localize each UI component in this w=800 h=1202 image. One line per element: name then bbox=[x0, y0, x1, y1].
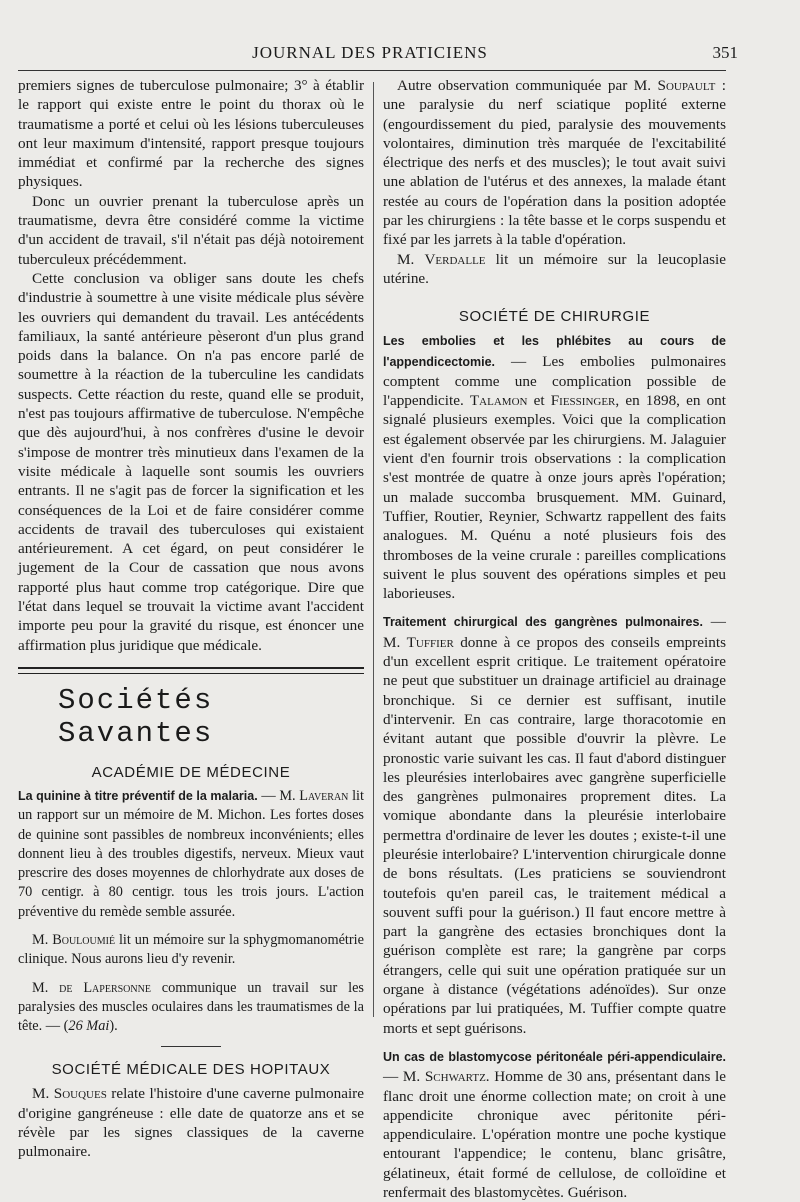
academie-date: 26 Mai bbox=[68, 1018, 110, 1035]
verdalle-text: lit un mémoire sur la leucoplasie utérine. bbox=[383, 250, 726, 287]
spacer bbox=[18, 922, 364, 931]
spacer bbox=[383, 1038, 726, 1047]
embolies-lead: Les embolies et les phlébites au cours de l'appendicectomie. bbox=[383, 334, 726, 369]
gangrenes-a: — M. bbox=[383, 613, 726, 651]
intro-paragraph: premiers signes de tuberculose pulmonaire; 3° à établir le rapport qui existe entre le point du thorax où le traumatisme a porté et celui où les lésions tuberculeuses ont leur maximum d'intensité, rapport presque toujours immédiat et confirmé par la recherche des signes physiques. bbox=[18, 77, 364, 191]
embolies-b: et bbox=[527, 392, 551, 410]
academie-p1-text: lit un rapport sur un mémoire de M. Michon. Les fortes doses de quinine sont passibles de nombreux inconvénients; elles donnent lieu à des troubles digestifs, nerveux. Mieux vaut prescrire des doses moyennes de chlorhydrate aux doses de 70 centigr. à 80 centigr. tous les trois jours. L'action préventive du remède semble assurée. bbox=[18, 787, 364, 920]
blastomycose-b: . Homme de 30 ans, présentant dans le flanc droit une énorme collection mate; on croit à une appendicite chronique avec péritonite péri-appendiculaire. L'opération montre une poche kystique entourant l'appendice; le contenu, blanc grisâtre, gélatineux, était formé de cellulose, de colloïdine et renfermait des blastomycètes. Guérison. bbox=[383, 1068, 726, 1202]
column-divider bbox=[373, 82, 374, 1017]
gangrenes-paragraph bbox=[383, 612, 726, 1038]
paragraph-conclusion: Donc un ouvrier prenant la tuberculose après un traumatisme, devra être considéré comme la victime d'un accident de travail, s'il n'était pas déjà notoirement tuberculeux précédemment. bbox=[18, 192, 364, 268]
right-column bbox=[383, 76, 726, 1202]
header-rule bbox=[18, 70, 726, 71]
academie-p1-dash: — M. bbox=[257, 787, 300, 804]
running-header bbox=[0, 40, 800, 66]
academie-heading: ACADÉMIE DE MÉDECINE bbox=[91, 763, 291, 781]
academie-lead: La quinine à titre préventif de la malaria. bbox=[18, 788, 258, 803]
chirurgie-heading: SOCIÉTÉ DE CHIRURGIE bbox=[458, 308, 651, 326]
spacer bbox=[18, 970, 364, 979]
left-column bbox=[18, 76, 364, 1162]
gangrenes-lead: Traitement chirurgical des gangrènes pulmonaires. bbox=[383, 615, 703, 630]
academie-p3-pre: M. bbox=[32, 979, 60, 996]
observation-paragraph bbox=[383, 76, 726, 250]
page-number: 351 bbox=[712, 43, 738, 62]
academie-p2-text: lit un mémoire sur la sphygmomanométrie clinique. Nous aurons lieu d'y revenir. bbox=[18, 931, 364, 968]
academie-paragraph-1 bbox=[18, 787, 364, 922]
author-talamon: Talamon bbox=[469, 392, 528, 410]
journal-title: JOURNAL DES PRATICIENS bbox=[252, 43, 488, 62]
academie-paragraph-2 bbox=[18, 931, 364, 970]
paragraph-industry: Cette conclusion va obliger sans doute les chefs d'industrie à soumettre à une visite médicale plus sévère les ouvriers qui demandent du travail. Les antécédents familiaux, la santé antérieure pèseront d'un plus grand poids dans la balance. On n'a pas encore parlé de soumettre à la réaction de la tuberculine les candidats suspects. Cette réaction du reste, quand elle se produit, n'est pas toujours affirmative de tuberculose. N'empêche que dès aujourd'hui, à nos confrères d'usine le devoir s'impose de montrer très minutieux dans l'examen de la visite médicale à laquelle sont soumis les ouvriers entrants. Il ne s'agit pas de forcer la signification et les conséquences de la Loi et de faire considérer comme accidents de travail des tuberculoses qui existaient antérieurement. A cet égard, on peut considérer le jugement de la Cour de cassation que nous avons rapporté plus haut comme trop catégorique. Dire que l'état dans lequel se trouvait la victime avant l'accident importe peu pour la gravité du risque, est énoncer une affirmation plus juridique que médicale. bbox=[18, 269, 364, 654]
blastomycose-a: — M. bbox=[383, 1068, 425, 1086]
academie-p3-text: communique un travail sur les paralysies des muscles oculaires dans les traumatismes de la tête. — ( bbox=[18, 979, 364, 1035]
blastomycose-paragraph bbox=[383, 1047, 726, 1202]
author-lapersonne: de Lapersonne bbox=[59, 979, 151, 996]
author-soupault: Soupault bbox=[657, 77, 716, 94]
blastomycose-lead: Un cas de blastomycose péritonéale péri-appendiculaire. bbox=[383, 1049, 726, 1064]
obs-pre: Autre observation communiquée par M. bbox=[397, 77, 658, 94]
author-souques: Souques bbox=[53, 1085, 107, 1103]
hopitaux-paragraph-1 bbox=[18, 1084, 364, 1161]
embolies-a: — Les embolies pulmonaires comptent comme une complication possible de l'appendicite. bbox=[383, 352, 726, 410]
gangrenes-b: donne à ce propos des conseils empreints d'un excellent esprit critique. Le traitement opératoire ne peut que substituer un drainage artificiel au drainage bronchique. Si ce dernier est suffisant, inutile d'intervenir. En cas contraire, large thoracotomie en évitant autant que possible d'ouvrir la plèvre. Le pronostic varie suivant les cas. Il faut d'abord distinguer les pleurésies interlobaires avec gangrène superficielle des gangrènes pulmonaires proprement dites. La vomique abondante dans la pleurésie interlobaire permettra d'ordinaire de lever les doutes ; existe-t-il une pleurésie interlobaire? L'intervention chirurgicale donne de bons résultats. (Les praticiens se souviendront toutefois qu'en pareil cas, le traitement médical a souvent suffi pour la guérison.) Il faut encore mettre à part la gangrène des ectasies bronchiques dont la guérison complète est rare; la gangrène par corps étrangers, celle qui suit une opération pratiquée sur un organe à distance (végétations adénoïdes). Sur onze opérations par lui pratiquées, M. Tuffier compte quatre morts et sept guérisons. bbox=[383, 633, 726, 1037]
academie-p2-pre: M. bbox=[32, 931, 53, 948]
author-tuffier: Tuffier bbox=[406, 633, 454, 651]
academie-paragraph-3 bbox=[18, 979, 364, 1037]
author-verdalle: Verdalle bbox=[424, 250, 486, 268]
obs-text: : une paralysie du nerf sciatique poplité externe (engourdissement du pied, paralysie des mouvements volontaires, diminution très marquée de l'excitabilité électrique des nerfs et des muscles); le tout avait suivi une ablation de l'utérus et des annexes, la malade étant restée au cours de l'opération dans la position adoptée par les chirurgiens : la tête basse et le corps suspendu et fixé par les jarrets à la table d'opération. bbox=[383, 77, 726, 249]
hopitaux-heading: SOCIÉTÉ MÉDICALE DES HOPITAUX bbox=[51, 1061, 331, 1079]
spacer bbox=[383, 603, 726, 612]
verdalle-paragraph bbox=[383, 250, 726, 289]
verdalle-pre: M. bbox=[397, 250, 425, 268]
section-rule bbox=[18, 667, 364, 674]
section-title: Sociétés Savantes bbox=[58, 683, 214, 750]
embolies-paragraph bbox=[383, 331, 726, 603]
author-schwartz: Schwartz bbox=[424, 1068, 486, 1086]
author-fiessinger: Fiessinger bbox=[550, 392, 616, 410]
author-bouloumie: Bouloumié bbox=[52, 931, 116, 948]
embolies-c: , en 1898, en ont signalé plusieurs exemples. Voici que la complication est également observée par les chirurgiens. M. Jalaguier vient d'en fournir trois observations : la complication s'est montrée de quatre à onze jours après l'opération; un malade succomba brusquement. MM. Guinard, Tuffier, Routier, Reynier, Schwartz rappellent des faits analogues. M. Quénu a noté plusieurs fois des thromboses de la veine crurale : pareilles complications suivent le plus souvent des opérations simples et peu laborieuses. bbox=[383, 392, 726, 603]
author-laveran: Laveran bbox=[299, 787, 349, 804]
hopitaux-p1-text: relate l'histoire d'une caverne pulmonaire d'origine gangréneuse : elle date de quatorze ans et se révèle par les signes classiques de la caverne pulmonaire. bbox=[18, 1085, 364, 1161]
hopitaux-p1-pre: M. bbox=[32, 1085, 54, 1103]
academie-p3-end: ). bbox=[109, 1018, 118, 1035]
short-rule bbox=[161, 1046, 221, 1047]
